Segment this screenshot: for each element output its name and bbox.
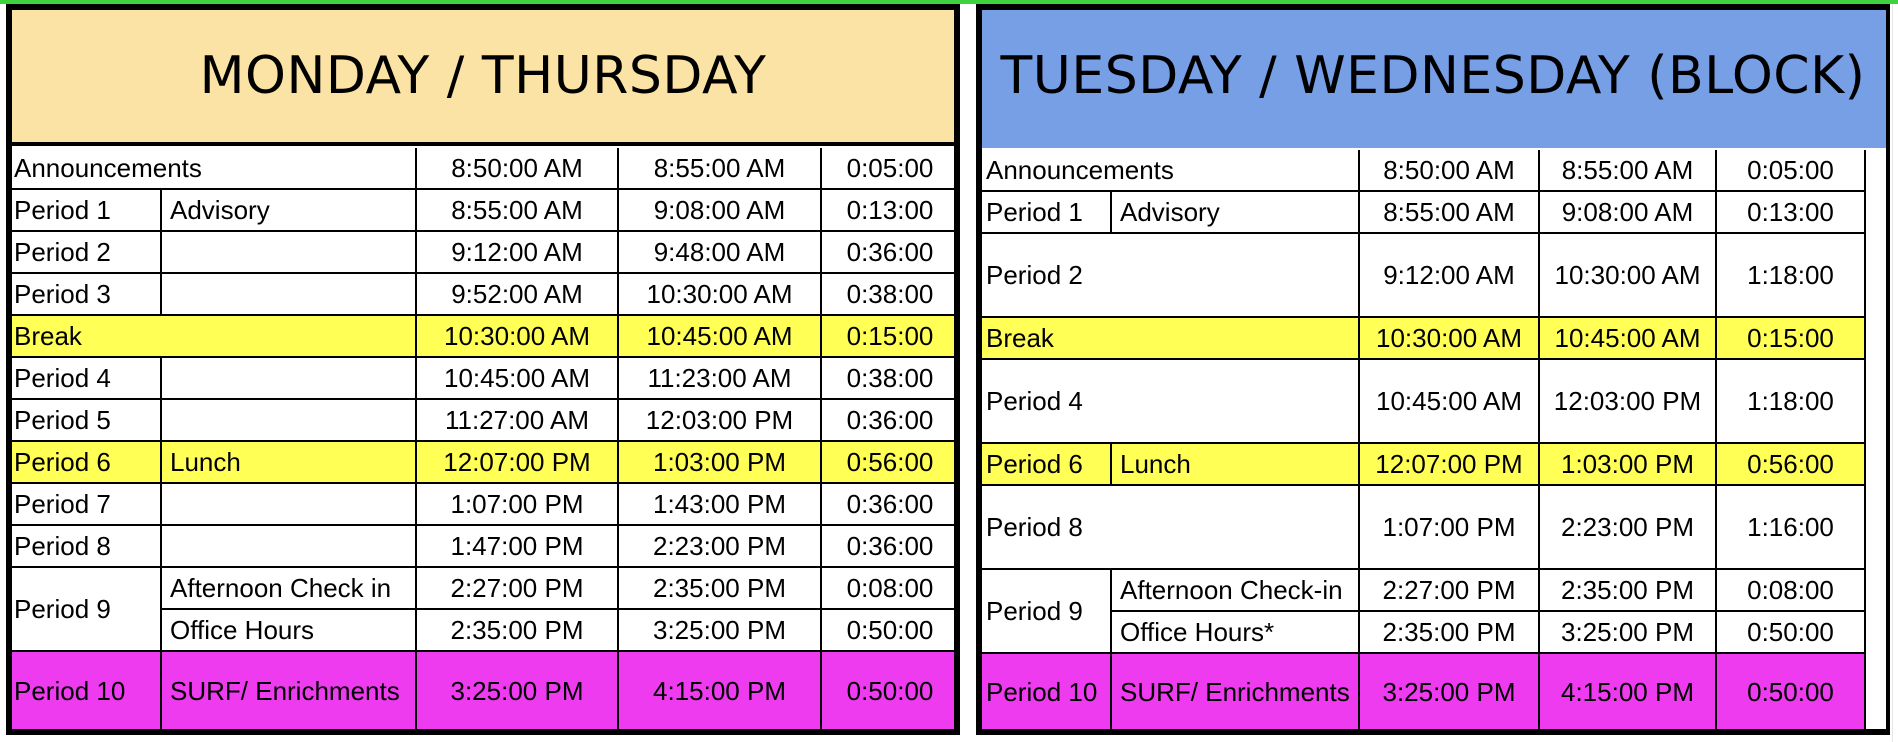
monday-thursday-header-underline	[12, 142, 954, 146]
start-time-cell: 2:35:00 PM	[1360, 612, 1540, 654]
schedule-row-name: Break	[978, 318, 1360, 360]
period-note-cell	[162, 232, 417, 274]
duration-cell: 0:50:00	[1717, 612, 1866, 654]
schedule-row-name: Period 2	[6, 232, 162, 274]
schedule-row-name: Period 10	[6, 652, 162, 732]
start-time-cell: 12:07:00 PM	[1360, 444, 1540, 486]
schedule-row-name: Period 4	[978, 360, 1360, 444]
end-time-cell: 2:23:00 PM	[619, 526, 822, 568]
end-time-cell: 1:03:00 PM	[1540, 444, 1717, 486]
duration-cell: 1:18:00	[1717, 234, 1866, 318]
end-time-cell: 8:55:00 AM	[1540, 150, 1717, 192]
start-time-cell: 10:45:00 AM	[417, 358, 619, 400]
start-time-cell: 2:27:00 PM	[1360, 570, 1540, 612]
schedule-row-name: Period 9	[978, 570, 1112, 654]
start-time-cell: 8:55:00 AM	[1360, 192, 1540, 234]
schedule-row-name: Period 10	[978, 654, 1112, 732]
start-time-cell: 8:50:00 AM	[417, 148, 619, 190]
duration-cell: 0:05:00	[1717, 150, 1866, 192]
end-time-cell: 10:45:00 AM	[619, 316, 822, 358]
schedule-row-name: Period 8	[6, 526, 162, 568]
start-time-cell: 10:30:00 AM	[417, 316, 619, 358]
schedule-row-name: Announcements	[6, 148, 417, 190]
end-time-cell: 9:48:00 AM	[619, 232, 822, 274]
start-time-cell: 1:47:00 PM	[417, 526, 619, 568]
duration-cell: 0:36:00	[822, 400, 960, 442]
period-note-cell: Office Hours*	[1112, 612, 1360, 654]
period-note-cell: Afternoon Check-in	[1112, 570, 1360, 612]
schedule-row-name: Period 5	[6, 400, 162, 442]
start-time-cell: 2:27:00 PM	[417, 568, 619, 610]
start-time-cell: 3:25:00 PM	[417, 652, 619, 732]
start-time-cell: 10:30:00 AM	[1360, 318, 1540, 360]
tuesday-wednesday-schedule	[978, 4, 1888, 742]
end-time-cell: 10:45:00 AM	[1540, 318, 1717, 360]
period-note-cell: Advisory	[1112, 192, 1360, 234]
period-note-cell: Lunch	[1112, 444, 1360, 486]
monday-thursday-schedule	[6, 4, 960, 742]
period-note-cell: SURF/ Enrichments	[162, 652, 417, 732]
end-time-cell: 2:35:00 PM	[1540, 570, 1717, 612]
end-time-cell: 3:25:00 PM	[1540, 612, 1717, 654]
schedule-row-name: Period 7	[6, 484, 162, 526]
schedule-row-name: Period 6	[978, 444, 1112, 486]
schedule-row-name: Period 9	[6, 568, 162, 652]
end-time-cell: 10:30:00 AM	[619, 274, 822, 316]
end-time-cell: 1:03:00 PM	[619, 442, 822, 484]
monday-thursday-title: MONDAY / THURSDAY	[199, 46, 767, 106]
start-time-cell: 1:07:00 PM	[1360, 486, 1540, 570]
period-note-cell	[162, 274, 417, 316]
duration-cell: 0:36:00	[822, 232, 960, 274]
duration-cell: 1:18:00	[1717, 360, 1866, 444]
duration-cell: 0:50:00	[822, 652, 960, 732]
end-time-cell: 1:43:00 PM	[619, 484, 822, 526]
start-time-cell: 2:35:00 PM	[417, 610, 619, 652]
period-note-cell	[162, 400, 417, 442]
period-note-cell: Advisory	[162, 190, 417, 232]
period-note-cell: Office Hours	[162, 610, 417, 652]
duration-cell: 0:38:00	[822, 358, 960, 400]
start-time-cell: 1:07:00 PM	[417, 484, 619, 526]
end-time-cell: 11:23:00 AM	[619, 358, 822, 400]
duration-cell: 0:36:00	[822, 526, 960, 568]
start-time-cell: 9:12:00 AM	[417, 232, 619, 274]
start-time-cell: 8:55:00 AM	[417, 190, 619, 232]
duration-cell: 0:56:00	[1717, 444, 1866, 486]
duration-cell: 0:15:00	[822, 316, 960, 358]
end-time-cell: 10:30:00 AM	[1540, 234, 1717, 318]
end-time-cell: 2:35:00 PM	[619, 568, 822, 610]
schedule-row-name: Period 1	[6, 190, 162, 232]
schedule-row-name: Announcements	[978, 150, 1360, 192]
start-time-cell: 10:45:00 AM	[1360, 360, 1540, 444]
start-time-cell: 9:52:00 AM	[417, 274, 619, 316]
duration-cell: 0:50:00	[1717, 654, 1866, 732]
grid-line	[1892, 4, 1893, 742]
start-time-cell: 9:12:00 AM	[1360, 234, 1540, 318]
period-note-cell	[162, 526, 417, 568]
schedule-row-name: Break	[6, 316, 417, 358]
start-time-cell: 3:25:00 PM	[1360, 654, 1540, 732]
end-time-cell: 2:23:00 PM	[1540, 486, 1717, 570]
period-note-cell: SURF/ Enrichments	[1112, 654, 1360, 732]
duration-cell: 0:15:00	[1717, 318, 1866, 360]
duration-cell: 1:16:00	[1717, 486, 1866, 570]
duration-cell: 0:36:00	[822, 484, 960, 526]
end-time-cell: 8:55:00 AM	[619, 148, 822, 190]
end-time-cell: 4:15:00 PM	[619, 652, 822, 732]
start-time-cell: 11:27:00 AM	[417, 400, 619, 442]
period-note-cell	[162, 484, 417, 526]
duration-cell: 0:13:00	[822, 190, 960, 232]
period-note-cell: Lunch	[162, 442, 417, 484]
end-time-cell: 12:03:00 PM	[619, 400, 822, 442]
duration-cell: 0:05:00	[822, 148, 960, 190]
tuesday-wednesday-title: TUESDAY / WEDNESDAY (BLOCK)	[978, 4, 1888, 148]
period-note-cell	[162, 358, 417, 400]
end-time-cell: 3:25:00 PM	[619, 610, 822, 652]
duration-cell: 0:08:00	[1717, 570, 1866, 612]
schedule-row-name: Period 1	[978, 192, 1112, 234]
schedule-row-name: Period 8	[978, 486, 1360, 570]
schedule-row-name: Period 4	[6, 358, 162, 400]
end-time-cell: 9:08:00 AM	[1540, 192, 1717, 234]
duration-cell: 0:13:00	[1717, 192, 1866, 234]
duration-cell: 0:50:00	[822, 610, 960, 652]
end-time-cell: 12:03:00 PM	[1540, 360, 1717, 444]
duration-cell: 0:56:00	[822, 442, 960, 484]
duration-cell: 0:08:00	[822, 568, 960, 610]
schedule-row-name: Period 3	[6, 274, 162, 316]
end-time-cell: 9:08:00 AM	[619, 190, 822, 232]
start-time-cell: 8:50:00 AM	[1360, 150, 1540, 192]
duration-cell: 0:38:00	[822, 274, 960, 316]
start-time-cell: 12:07:00 PM	[417, 442, 619, 484]
end-time-cell: 4:15:00 PM	[1540, 654, 1717, 732]
schedule-row-name: Period 6	[6, 442, 162, 484]
period-note-cell: Afternoon Check in	[162, 568, 417, 610]
schedule-row-name: Period 2	[978, 234, 1360, 318]
